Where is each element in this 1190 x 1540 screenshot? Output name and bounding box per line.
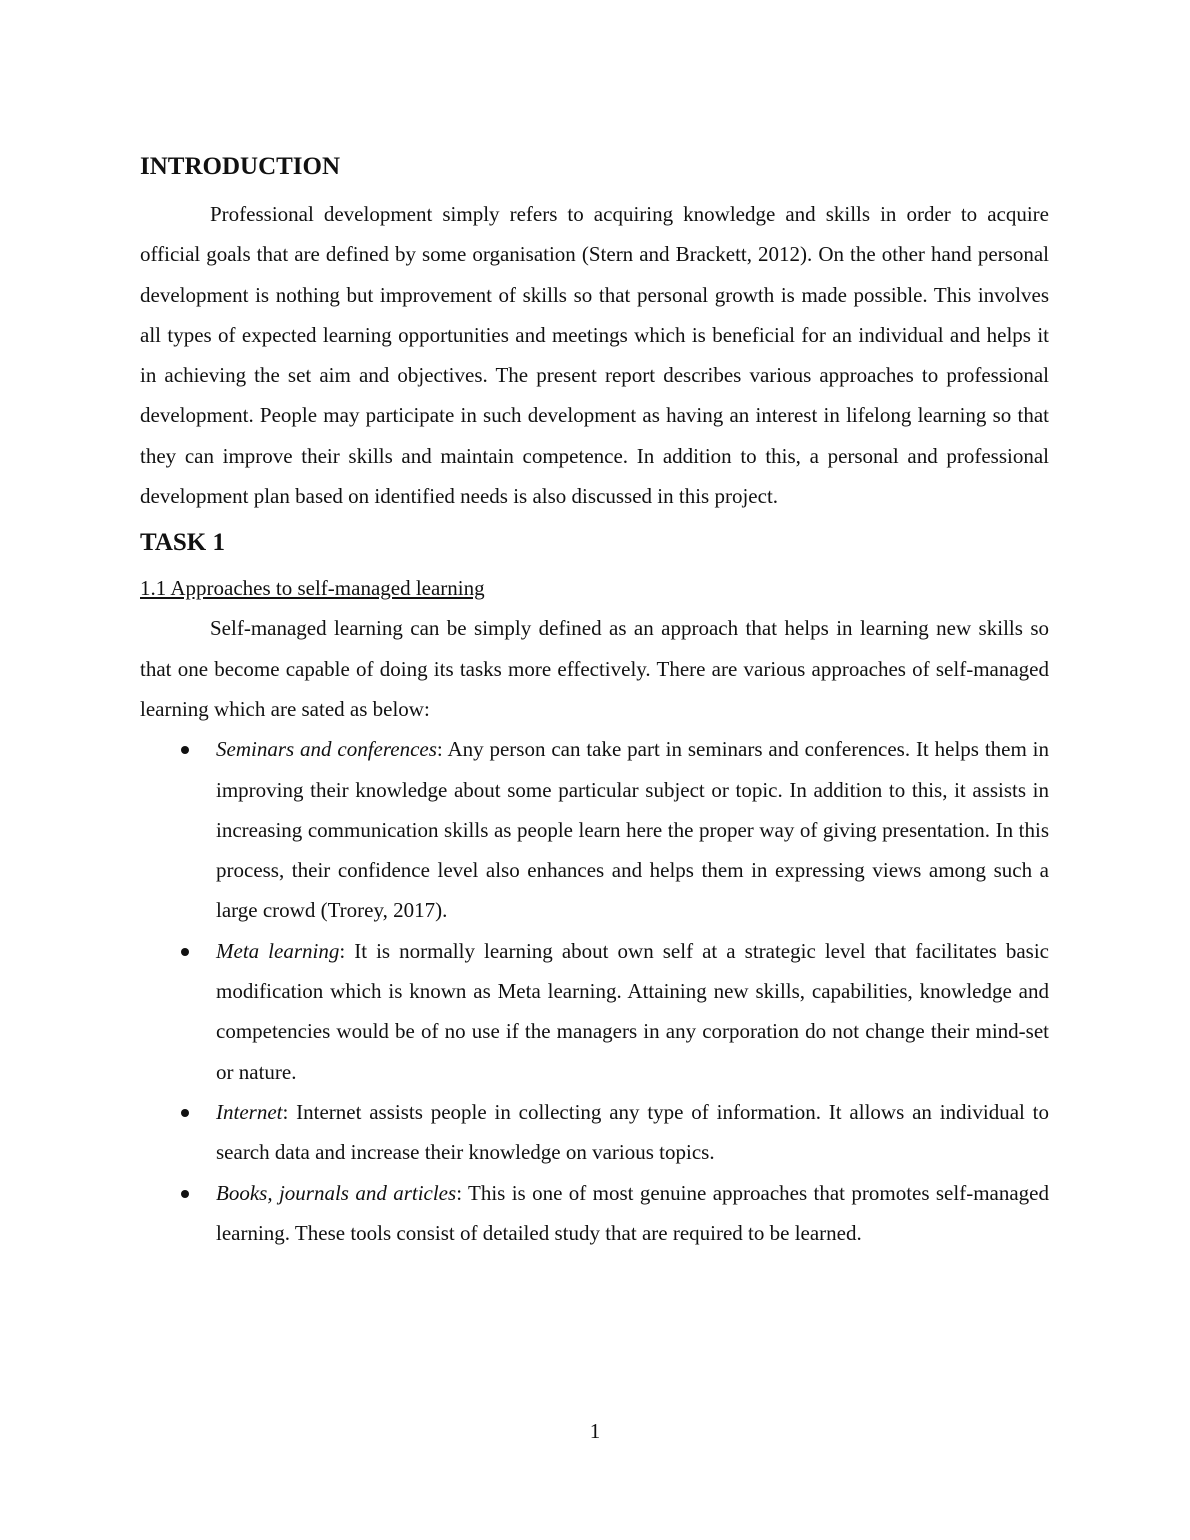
list-item-text: : Any person can take part in seminars and conferences. It helps them in improving their knowledge about some particular subject or topic. In addition to this, it assists in increasing communication skills as people learn here the proper way of giving presentation. In this process, their confidence level also enhances and helps them in expressing views among such a large crowd (Trorey, 2017). — [216, 737, 1050, 923]
document-page — [140, 150, 1049, 1253]
list-item — [140, 931, 1049, 1092]
section-paragraph: Self-managed learning can be simply defined as an approach that helps in learning new skills so that one become capable of doing its tasks more effectively. There are various approaches of self-managed learning which are sated as below: — [140, 616, 1049, 721]
list-item-term: Meta learning — [216, 938, 340, 963]
introduction-heading: INTRODUCTION — [140, 153, 341, 180]
page-number: 1 — [589, 1419, 601, 1443]
list-item-term: Internet — [216, 1099, 283, 1124]
list-item-text: : It is normally learning about own self at a strategic level that facilitates basic modification which is known as Meta learning. Attaining new skills, capabilities, knowledge and competencies would be of no use if the managers in any corporation do not change their mind-set or nature. — [216, 938, 1050, 1084]
bullet-icon — [181, 746, 189, 754]
section-heading: 1.1 Approaches to self-managed learning — [140, 576, 485, 601]
list-item-text: : This is one of most genuine approaches that promotes self-managed learning. These tools consist of detailed study that are required to be learned. — [216, 1180, 1049, 1245]
list-item — [140, 1092, 1049, 1173]
list-item — [140, 1173, 1049, 1254]
list-item-text: : Internet assists people in collecting any type of information. It allows an individual to search data and increase their knowledge on various topics. — [216, 1099, 1049, 1165]
introduction-paragraph: Professional development simply refers to acquiring knowledge and skills in order to acquire official goals that are defined by some organisation (Stern and Brackett, 2012). On the other hand personal development is nothing but improvement of skills so that personal growth is made possible. This involves all types of expected learning opportunities and meetings which is beneficial for an individual and helps it in achieving the set aim and objectives. The present report describes various approaches to professional development. People may participate in such development as having an interest in lifelong learning so that they can improve their skills and maintain competence. In addition to this, a personal and professional development plan based on identified needs is also discussed in this project. — [140, 202, 1049, 509]
bullet-icon — [181, 1109, 189, 1117]
list-item — [140, 729, 1049, 930]
bullet-icon — [181, 948, 189, 956]
list-item-term: Books, journals and articles — [216, 1180, 457, 1205]
approaches-list — [140, 729, 1049, 1253]
bullet-icon — [181, 1190, 189, 1198]
list-item-term: Seminars and conferences — [216, 737, 437, 762]
task-heading: TASK 1 — [140, 529, 225, 557]
